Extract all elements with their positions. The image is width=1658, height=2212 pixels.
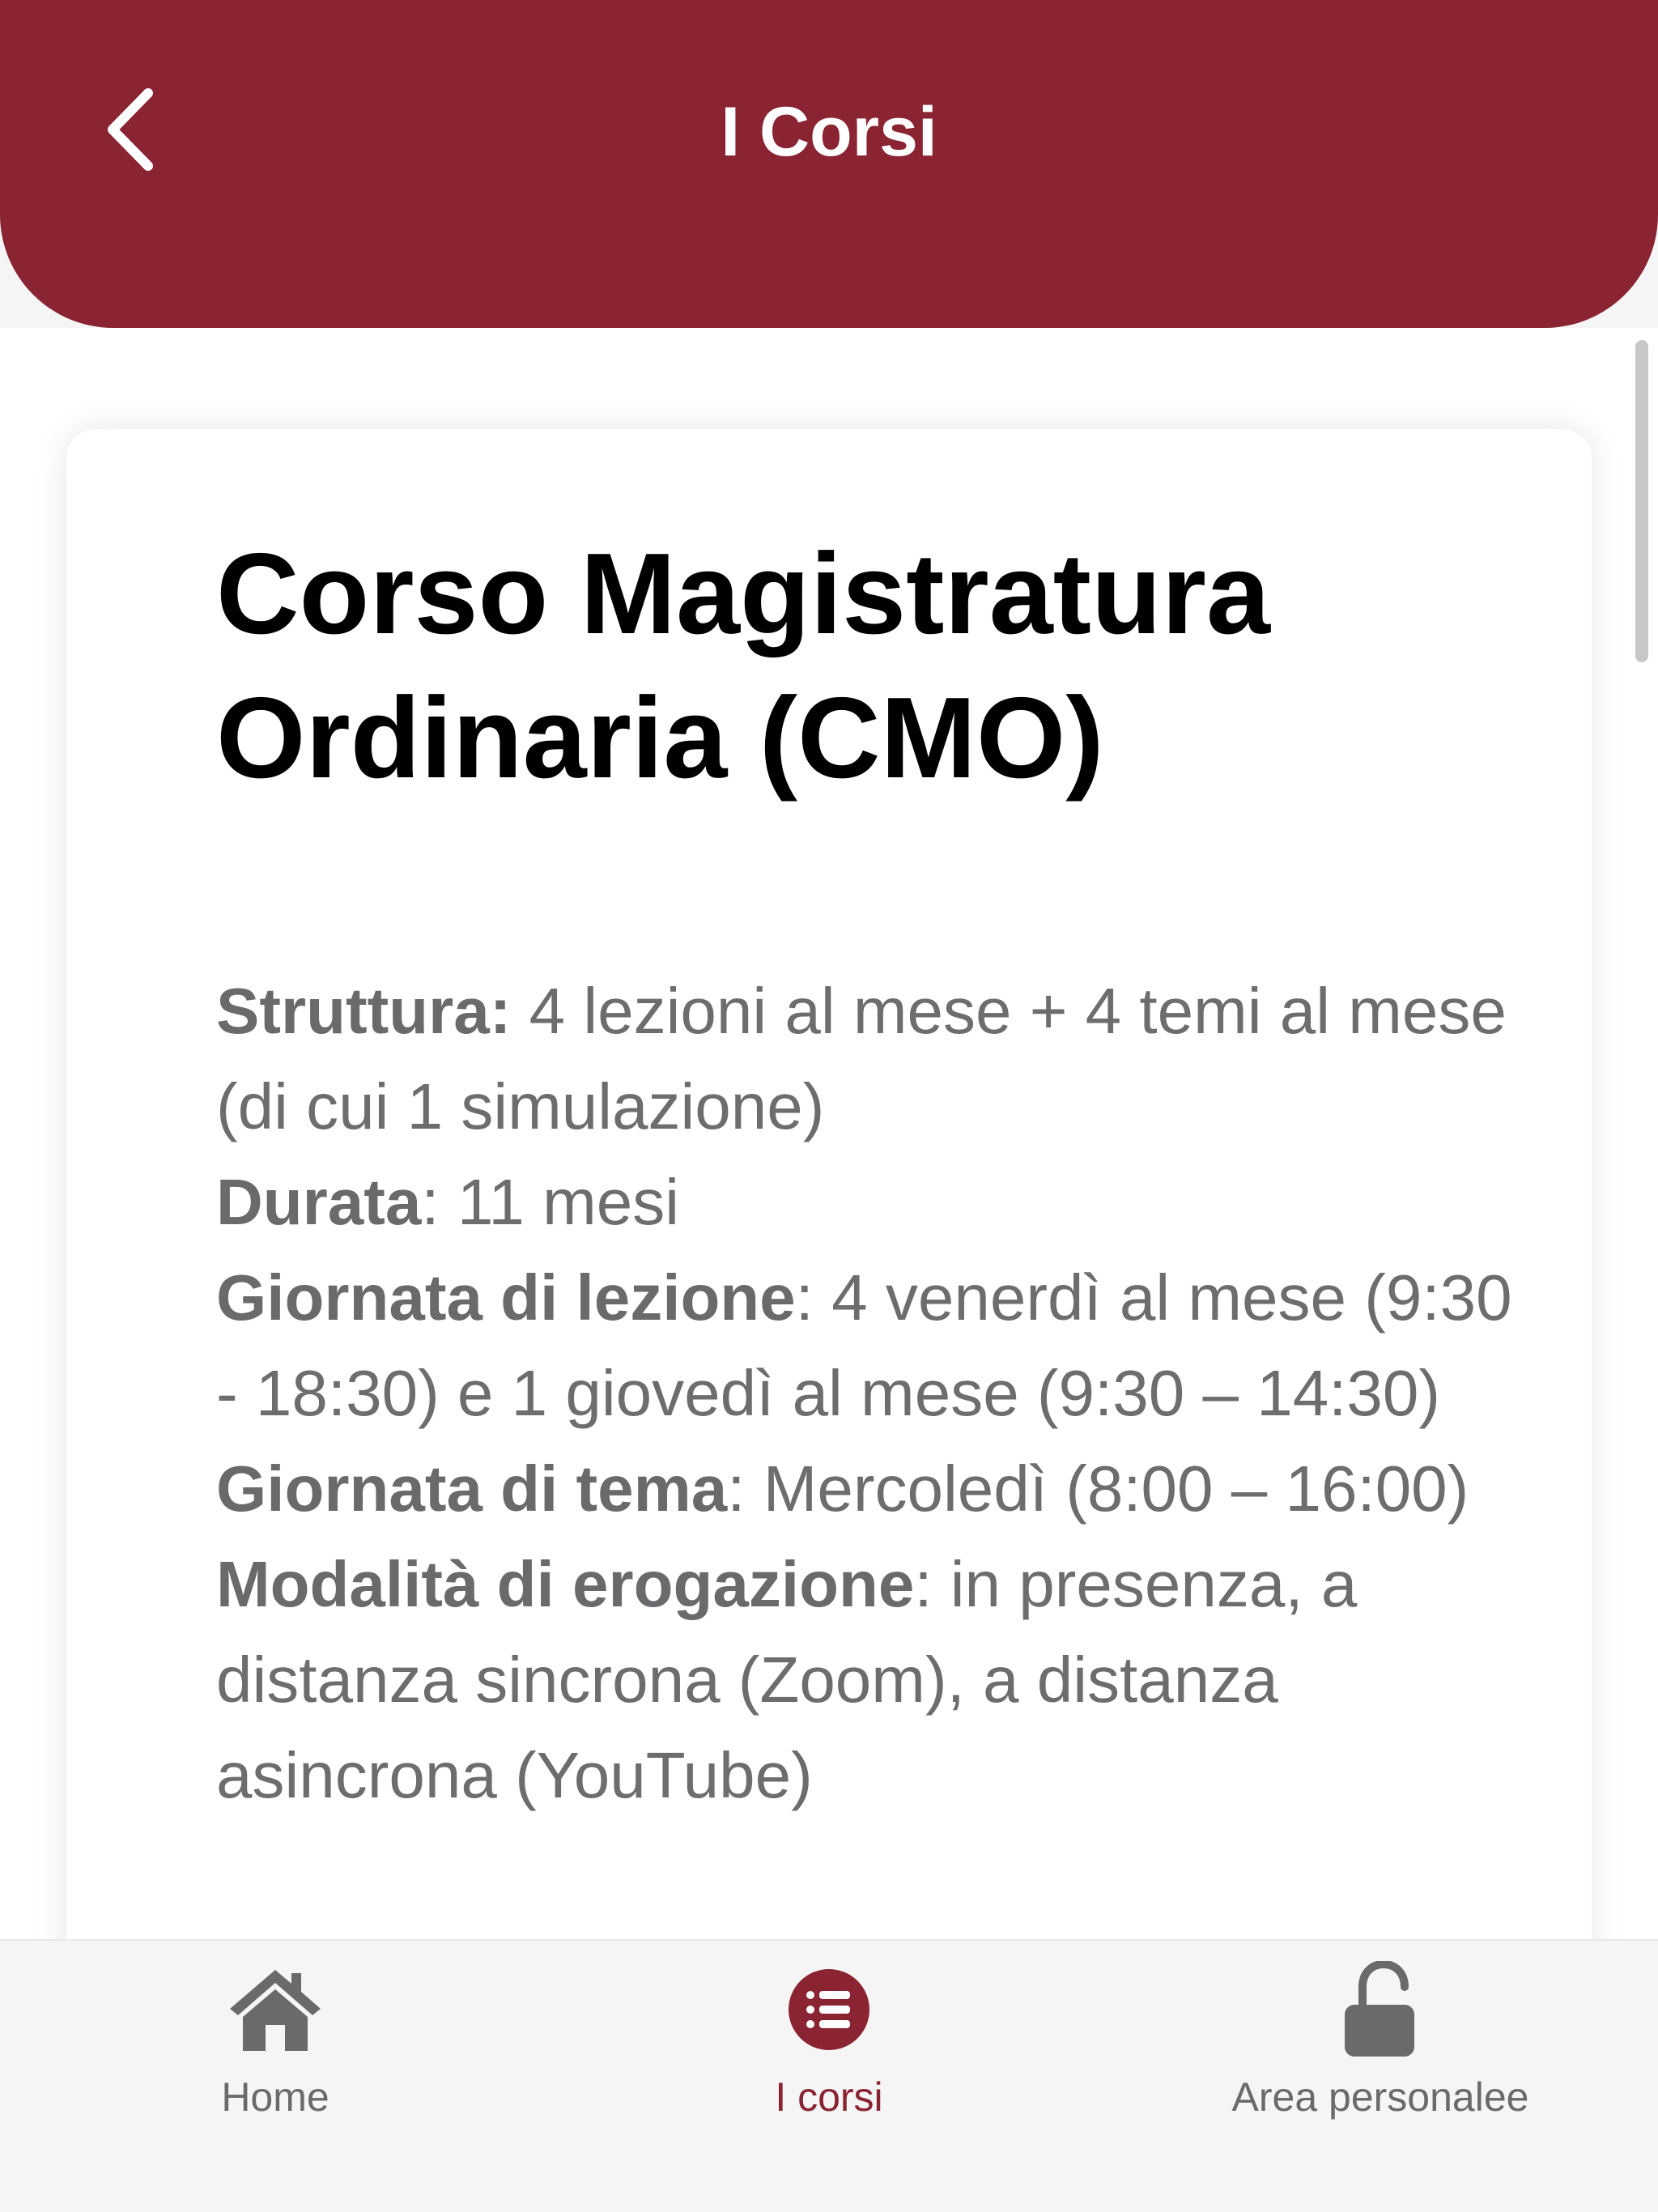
course-title: Corso Magistratura Ordinaria (CMO) — [216, 530, 1270, 802]
detail-value: 11 mesi — [439, 1166, 680, 1238]
detail-label: Struttura: — [216, 975, 512, 1047]
detail-modalita — [216, 1537, 1528, 1823]
detail-value: 4 venerdì al mese (9:30 - 18:30) e 1 giovedì al mese (9:30 – 14:30) — [216, 1261, 1512, 1429]
tab-label: Area personalee — [1231, 2074, 1529, 2120]
detail-value: in presenza, a distanza sincrona (Zoom), a distanza asincrona (YouTube) — [216, 1548, 1358, 1811]
detail-separator: : — [795, 1261, 814, 1334]
course-details — [216, 963, 1528, 1823]
content-scroll-area[interactable] — [0, 328, 1658, 1939]
detail-value: Mercoledì (8:00 – 16:00) — [745, 1453, 1469, 1525]
list-icon — [776, 1957, 882, 2062]
tab-bar — [0, 1939, 1658, 2212]
detail-struttura — [216, 963, 1528, 1155]
course-card — [66, 429, 1592, 1939]
header-bar — [0, 0, 1658, 328]
home-icon — [223, 1957, 328, 2062]
tab-label: Home — [221, 2074, 329, 2120]
unlock-icon — [1328, 1957, 1433, 2062]
detail-giornata-lezione — [216, 1250, 1528, 1441]
detail-separator: : — [727, 1453, 746, 1525]
tab-home[interactable] — [32, 1957, 518, 2135]
detail-separator: : — [914, 1548, 933, 1620]
tab-area-personale[interactable] — [1137, 1957, 1623, 2135]
detail-value: 4 lezioni al mese + 4 temi al mese (di cui 1 simulazione) — [216, 975, 1507, 1142]
tab-label: I corsi — [775, 2074, 883, 2120]
detail-durata — [216, 1155, 1528, 1250]
detail-separator: : — [421, 1166, 440, 1238]
detail-label: Giornata di tema — [216, 1453, 728, 1525]
detail-label: Modalità di erogazione — [216, 1548, 915, 1620]
tab-i-corsi[interactable] — [586, 1957, 1072, 2135]
detail-label: Durata — [216, 1166, 422, 1238]
scrollbar[interactable] — [1635, 340, 1648, 662]
detail-giornata-tema — [216, 1441, 1528, 1537]
page-title: I Corsi — [721, 93, 937, 171]
detail-label: Giornata di lezione — [216, 1261, 796, 1334]
